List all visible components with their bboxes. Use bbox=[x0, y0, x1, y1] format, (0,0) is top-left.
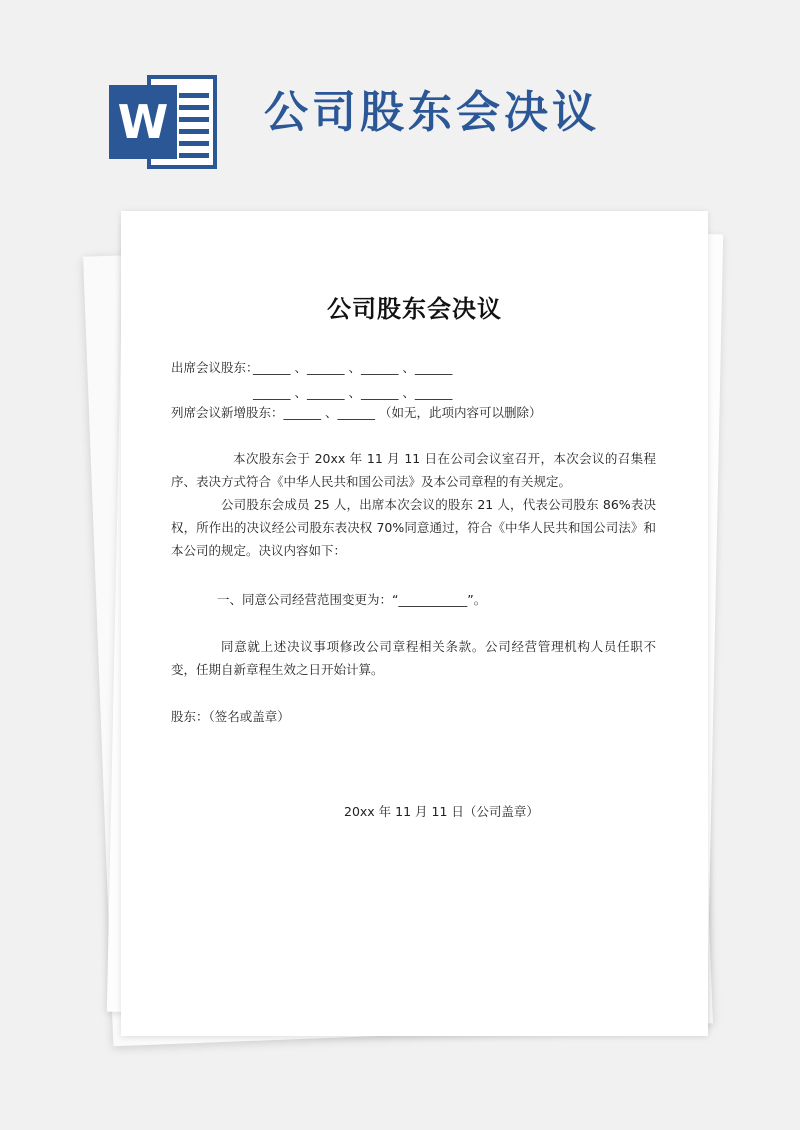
resolution-item-1: 一、同意公司经营范围变更为：“___________”。 bbox=[217, 592, 487, 607]
document-page bbox=[121, 211, 708, 1036]
attend-row-1: ______ 、______ 、______ 、______ bbox=[253, 360, 453, 375]
document-title: 公司股东会决议 bbox=[327, 295, 502, 323]
banner bbox=[0, 0, 800, 200]
paragraph-meeting-info: 本次股东会于 20xx 年 11 月 11 日在公司会议室召开，本次会议的召集程序、表决方式符合《中华人民共和国公司法》及本公司章程的有关规定。 bbox=[171, 451, 656, 489]
word-icon-letter: W bbox=[109, 85, 177, 159]
attend-row-2: ______ 、______ 、______ 、______ bbox=[253, 385, 453, 400]
attend-label: 出席会议股东： bbox=[171, 360, 259, 375]
paragraph-voting: 公司股东会成员 25 人，出席本次会议的股东 21 人，代表公司股东 86%表决权，所作出的决议经公司股东表决权 70%同意通过，符合《中华人民共和国公司法》和本公司的规定。决议内容如下： bbox=[171, 497, 656, 558]
new-shareholders-line: 列席会议新增股东：______ 、______ （如无，此项内容可以删除） bbox=[171, 405, 542, 420]
word-document-icon bbox=[109, 75, 217, 169]
date-line: 20xx 年 11 月 11 日（公司盖章） bbox=[344, 804, 539, 819]
paragraph-amendment: 同意就上述决议事项修改公司章程相关条款。公司经营管理机构人员任职不变，任期自新章程生效之日开始计算。 bbox=[171, 639, 656, 677]
banner-title: 公司股东会决议 bbox=[264, 87, 600, 138]
signature-line: 股东：（签名或盖章） bbox=[171, 709, 290, 724]
